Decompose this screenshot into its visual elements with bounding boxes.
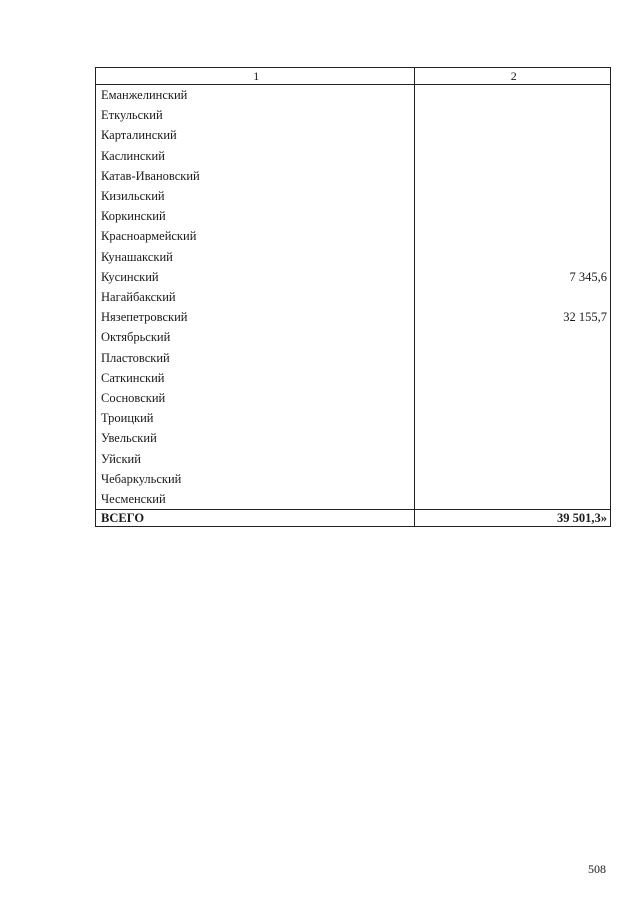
table-header-row	[96, 68, 611, 85]
district-name: Кусинский	[96, 267, 415, 287]
district-name: Еманжелинский	[96, 85, 415, 106]
table-row	[96, 408, 611, 428]
page-number: 508	[588, 862, 606, 876]
district-value	[415, 449, 611, 469]
district-name: Катав-Ивановский	[96, 166, 415, 186]
district-value	[415, 206, 611, 226]
district-name: Сосновский	[96, 388, 415, 408]
district-value	[415, 368, 611, 388]
table-body	[96, 85, 611, 510]
district-value	[415, 388, 611, 408]
district-name: Саткинский	[96, 368, 415, 388]
district-value	[415, 247, 611, 267]
table-row	[96, 327, 611, 347]
district-value	[415, 327, 611, 347]
table-row	[96, 206, 611, 226]
district-value	[415, 428, 611, 448]
district-name: Чесменский	[96, 489, 415, 510]
district-value	[415, 146, 611, 166]
district-value	[415, 408, 611, 428]
district-value	[415, 226, 611, 246]
column-header-2: 2	[415, 68, 611, 85]
district-value	[415, 287, 611, 307]
district-table	[95, 67, 611, 527]
district-value	[415, 348, 611, 368]
district-value	[415, 186, 611, 206]
table-row	[96, 186, 611, 206]
district-name: Кунашакский	[96, 247, 415, 267]
district-name: Еткульский	[96, 105, 415, 125]
table-row	[96, 146, 611, 166]
total-value: 39 501,3»	[415, 510, 611, 527]
district-value	[415, 125, 611, 145]
table-row	[96, 166, 611, 186]
table-row	[96, 449, 611, 469]
district-name: Каслинский	[96, 146, 415, 166]
table-row	[96, 388, 611, 408]
column-header-1: 1	[96, 68, 415, 85]
total-row	[96, 510, 611, 527]
table-row	[96, 125, 611, 145]
district-name: Кизильский	[96, 186, 415, 206]
table-row	[96, 348, 611, 368]
district-value: 7 345,6	[415, 267, 611, 287]
table-row	[96, 368, 611, 388]
table-row	[96, 489, 611, 510]
district-name: Нагайбакский	[96, 287, 415, 307]
district-name: Троицкий	[96, 408, 415, 428]
table-row	[96, 85, 611, 106]
district-name: Уйский	[96, 449, 415, 469]
table-row	[96, 105, 611, 125]
district-value	[415, 105, 611, 125]
district-name: Увельский	[96, 428, 415, 448]
table-row	[96, 247, 611, 267]
district-value: 32 155,7	[415, 307, 611, 327]
table-row	[96, 307, 611, 327]
district-name: Чебаркульский	[96, 469, 415, 489]
district-value	[415, 85, 611, 106]
table-row	[96, 428, 611, 448]
district-name: Нязепетровский	[96, 307, 415, 327]
district-value	[415, 489, 611, 510]
district-name: Пластовский	[96, 348, 415, 368]
district-value	[415, 166, 611, 186]
district-name: Октябрьский	[96, 327, 415, 347]
table-row	[96, 287, 611, 307]
table-row	[96, 226, 611, 246]
district-name: Карталинский	[96, 125, 415, 145]
district-name: Коркинский	[96, 206, 415, 226]
district-name: Красноармейский	[96, 226, 415, 246]
table-row	[96, 267, 611, 287]
total-label: ВСЕГО	[96, 510, 415, 527]
district-value	[415, 469, 611, 489]
table-row	[96, 469, 611, 489]
